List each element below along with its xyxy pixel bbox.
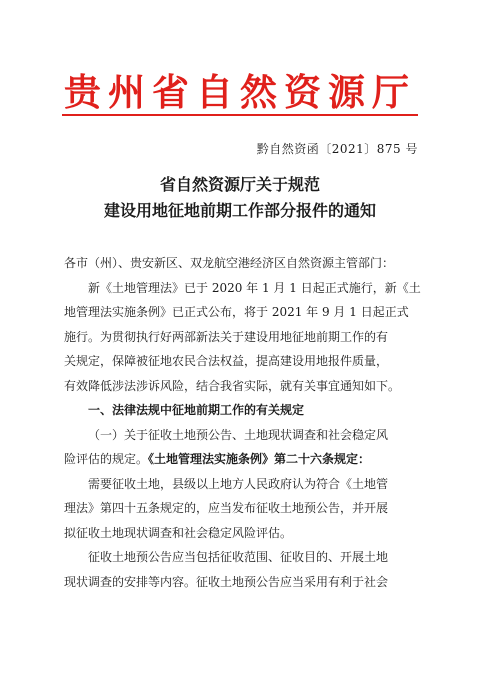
body-line: 施行。为贯彻执行好两部新法关于建设用地征地前期工作的有 (64, 329, 389, 344)
body-line: 有效降低涉法涉诉风险，结合我省实际，就有关事宜通知如下。 (64, 378, 401, 393)
body-line: 征收土地预公告应当包括征收范围、征收目的、开展土地 (88, 550, 389, 564)
document-number: 黔自然资函〔2021〕875 号 (256, 142, 418, 156)
body-line: 现状调查的安排等内容。征收土地预公告应当采用有利于社会 (64, 574, 389, 589)
body-line: 拟征收土地现状调查和社会稳定风险评估。 (64, 525, 293, 540)
document-body (64, 251, 421, 594)
body-line: 理法》第四十五条规定的，应当发布征收土地预公告，并开展 (64, 501, 389, 515)
agency-letterhead: 贵州省自然资源厅 (64, 70, 416, 114)
body-line-text: 险评估的规定。 (64, 452, 149, 466)
red-divider-line (62, 114, 418, 116)
cited-regulation: 《土地管理法实施条例》第二十六条规定： (148, 452, 371, 466)
section-heading: 一、法律法规中征地前期工作的有关规定 (88, 403, 305, 417)
body-line: 需要征收土地，县级以上地方人民政府认为符合《土地管 (88, 476, 389, 491)
salutation-line: 各市（州）、贵安新区、双龙航空港经济区自然资源主管部门： (64, 256, 395, 270)
body-line: （一）关于征收土地预公告、土地现状调查和社会稳定风 (88, 427, 389, 442)
body-line: 新《土地管理法》已于 2020 年 1 月 1 日起正式施行，新《土 (88, 280, 421, 295)
body-line (64, 447, 416, 472)
title-line-2: 建设用地征地前期工作部分报件的通知 (103, 201, 376, 220)
title-line-1: 省自然资源厅关于规范 (159, 175, 320, 194)
body-line: 关规定，保障被征地农民合法权益，提高建设用地报件质量， (64, 354, 389, 368)
document-title (0, 172, 480, 224)
body-line: 地管理法实施条例》已正式公布，将于 2021 年 9 月 1 日起正式 (64, 305, 409, 319)
